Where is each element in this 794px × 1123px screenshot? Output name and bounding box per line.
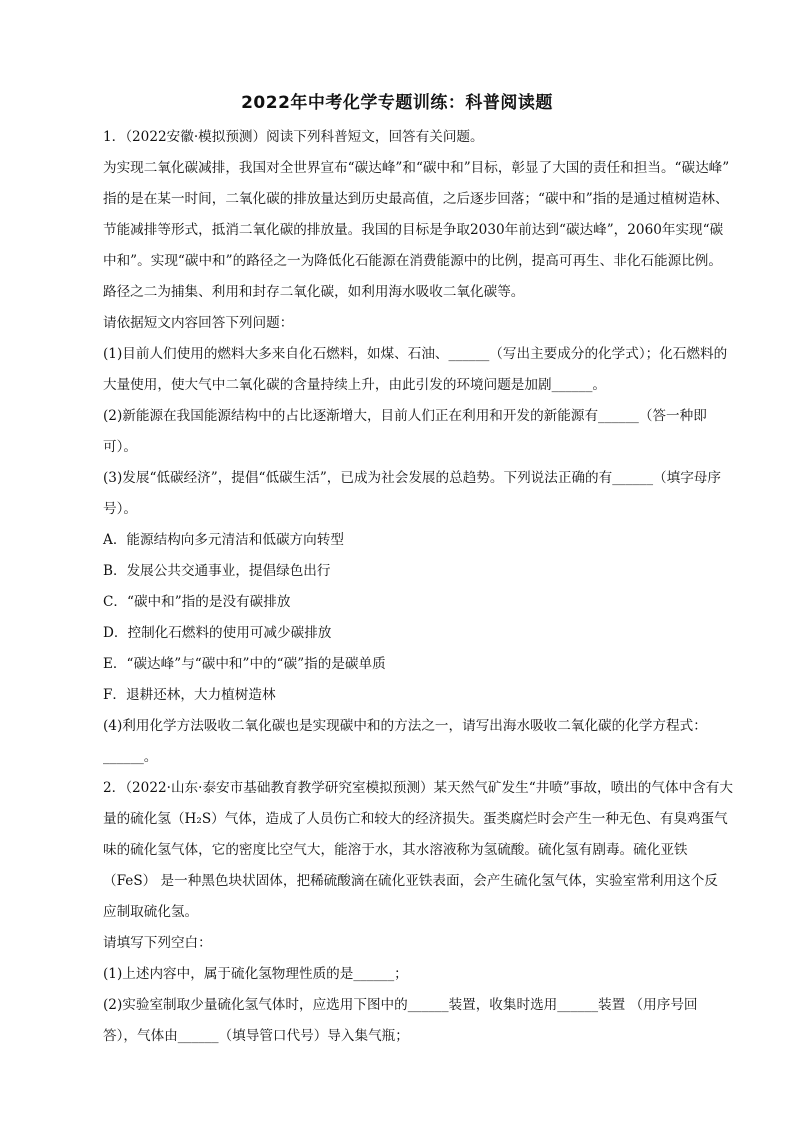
q1-sub1-line: (1)目前人们使用的燃料大多来自化石燃料，如煤、石油、______（写出主要成分的化学式）；化石燃料的 bbox=[103, 346, 728, 362]
q1-sub4-line: ______。 bbox=[103, 749, 158, 765]
q2-instruction: 请填写下列空白： bbox=[103, 935, 212, 951]
option-f: F．退耕还林，大力植树造林 bbox=[103, 687, 276, 703]
q2-passage-line: 味的硫化氢气体，它的密度比空气大，能溶于水，其水溶液称为氢硫酸。硫化氢有剧毒。硫化亚铁 bbox=[103, 842, 688, 858]
q1-sub2-line: (2)新能源在我国能源结构中的占比逐渐增大，目前人们正在利用和开发的新能源有______（答一种即 bbox=[103, 408, 707, 424]
q2-sub2-line: 答），气体由______（填导管口代号）导入集气瓶； bbox=[103, 1028, 409, 1044]
page-title: 2022年中考化学专题训练：科普阅读题 bbox=[241, 93, 553, 113]
q2-passage-line: 应制取硫化氢。 bbox=[103, 904, 199, 920]
q1-passage-line: 节能减排等形式，抵消二氧化碳的排放量。我国的目标是争取2030年前达到“碳达峰”，2060年实现“碳 bbox=[103, 222, 724, 238]
option-e: E．“碳达峰”与“碳中和”中的“碳”指的是碳单质 bbox=[103, 656, 386, 672]
q1-sub4-line: (4)利用化学方法吸收二氧化碳也是实现碳中和的方法之一，请写出海水吸收二氧化碳的化学方程式： bbox=[103, 718, 707, 734]
option-a: A．能源结构向多元清洁和低碳方向转型 bbox=[103, 532, 344, 548]
document-body bbox=[103, 122, 733, 1052]
q1-sub3-line: 号）。 bbox=[103, 501, 137, 517]
q1-sub2-line: 可）。 bbox=[103, 439, 137, 455]
q1-passage-line: 指的是在某一时间，二氧化碳的排放量达到历史最高值，之后逐步回落；“碳中和”指的是通过植树造林、 bbox=[103, 191, 729, 207]
option-b: B．发展公共交通事业，提倡绿色出行 bbox=[103, 563, 331, 579]
q1-sub3-line: (3)发展“低碳经济”，提倡“低碳生活”，已成为社会发展的总趋势。下列说法正确的有______（填字母序 bbox=[103, 470, 721, 486]
q2-passage-line: 量的硫化氢（H₂S）气体，造成了人员伤亡和较大的经济损失。蛋类腐烂时会产生一种无色、有臭鸡蛋气 bbox=[103, 811, 728, 827]
q2-sub2-line: (2)实验室制取少量硫化氢气体时，应选用下图中的______装置，收集时选用______装置 （用序号回 bbox=[103, 997, 698, 1013]
q2-sub1-line: (1)上述内容中，属于硫化氢物理性质的是______； bbox=[103, 966, 408, 982]
question-1-header: 1．（2022安徽·模拟预测）阅读下列科普短文，回答有关问题。 bbox=[103, 129, 484, 145]
q2-passage-line: （FeS） 是一种黑色块状固体，把稀硫酸滴在硫化亚铁表面，会产生硫化氢气体，实验室常利用这个反 bbox=[103, 873, 718, 889]
q1-passage-line: 路径之二为捕集、利用和封存二氧化碳，如利用海水吸收二氧化碳等。 bbox=[103, 284, 525, 300]
option-d: D．控制化石燃料的使用可减少碳排放 bbox=[103, 625, 332, 641]
q1-instruction: 请依据短文内容回答下列问题： bbox=[103, 315, 294, 331]
q1-sub1-line: 大量使用，使大气中二氧化碳的含量持续上升，由此引发的环境问题是加剧______。 bbox=[103, 377, 606, 393]
q1-passage-line: 为实现二氧化碳减排，我国对全世界宣布“碳达峰”和“碳中和”目标，彰显了大国的责任和担当。“碳达峰” bbox=[103, 160, 730, 176]
option-c: C．“碳中和”指的是没有碳排放 bbox=[103, 594, 291, 610]
q2-passage-line: 2．（2022·山东·泰安市基础教育教学研究室模拟预测）某天然气矿发生“井喷”事故，喷出的气体中含有大 bbox=[103, 780, 733, 796]
q1-passage-line: 中和”。实现“碳中和”的路径之一为降低化石能源在消费能源中的比例，提高可再生、非化石能源比例。 bbox=[103, 253, 722, 269]
